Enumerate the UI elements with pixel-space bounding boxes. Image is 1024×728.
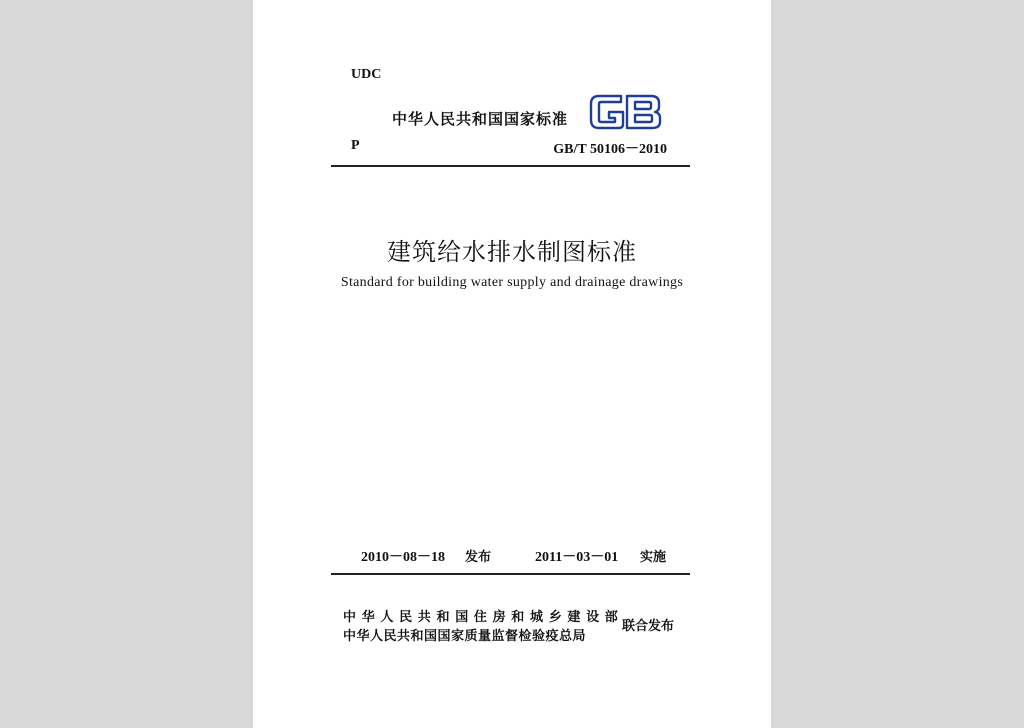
title-chinese: 建筑给水排水制图标准 [387,238,637,266]
gb-logo [587,88,665,136]
joint-issue-label: 联合发布 [622,619,675,634]
udc-label: UDC [351,67,382,82]
issuer-ministry: 中华人民共和国住房和城乡建设部 [343,610,624,625]
standard-number: GB/T 50106－2010 [553,142,667,157]
top-divider [331,165,690,167]
issuer-aqsiq: 中华人民共和国国家质量监督检验疫总局 [343,629,587,644]
classification-code: P [351,138,360,153]
document-page [253,0,771,728]
implement-date: 2011－03－01 [535,550,619,565]
bottom-divider [331,573,690,575]
issue-label: 发布 [465,550,492,565]
national-standard-label: 中华人民共和国国家标准 [392,110,569,128]
title-english: Standard for building water supply and drainage drawings [340,275,684,290]
implement-label: 实施 [640,550,667,565]
issue-date: 2010－08－18 [361,550,445,565]
